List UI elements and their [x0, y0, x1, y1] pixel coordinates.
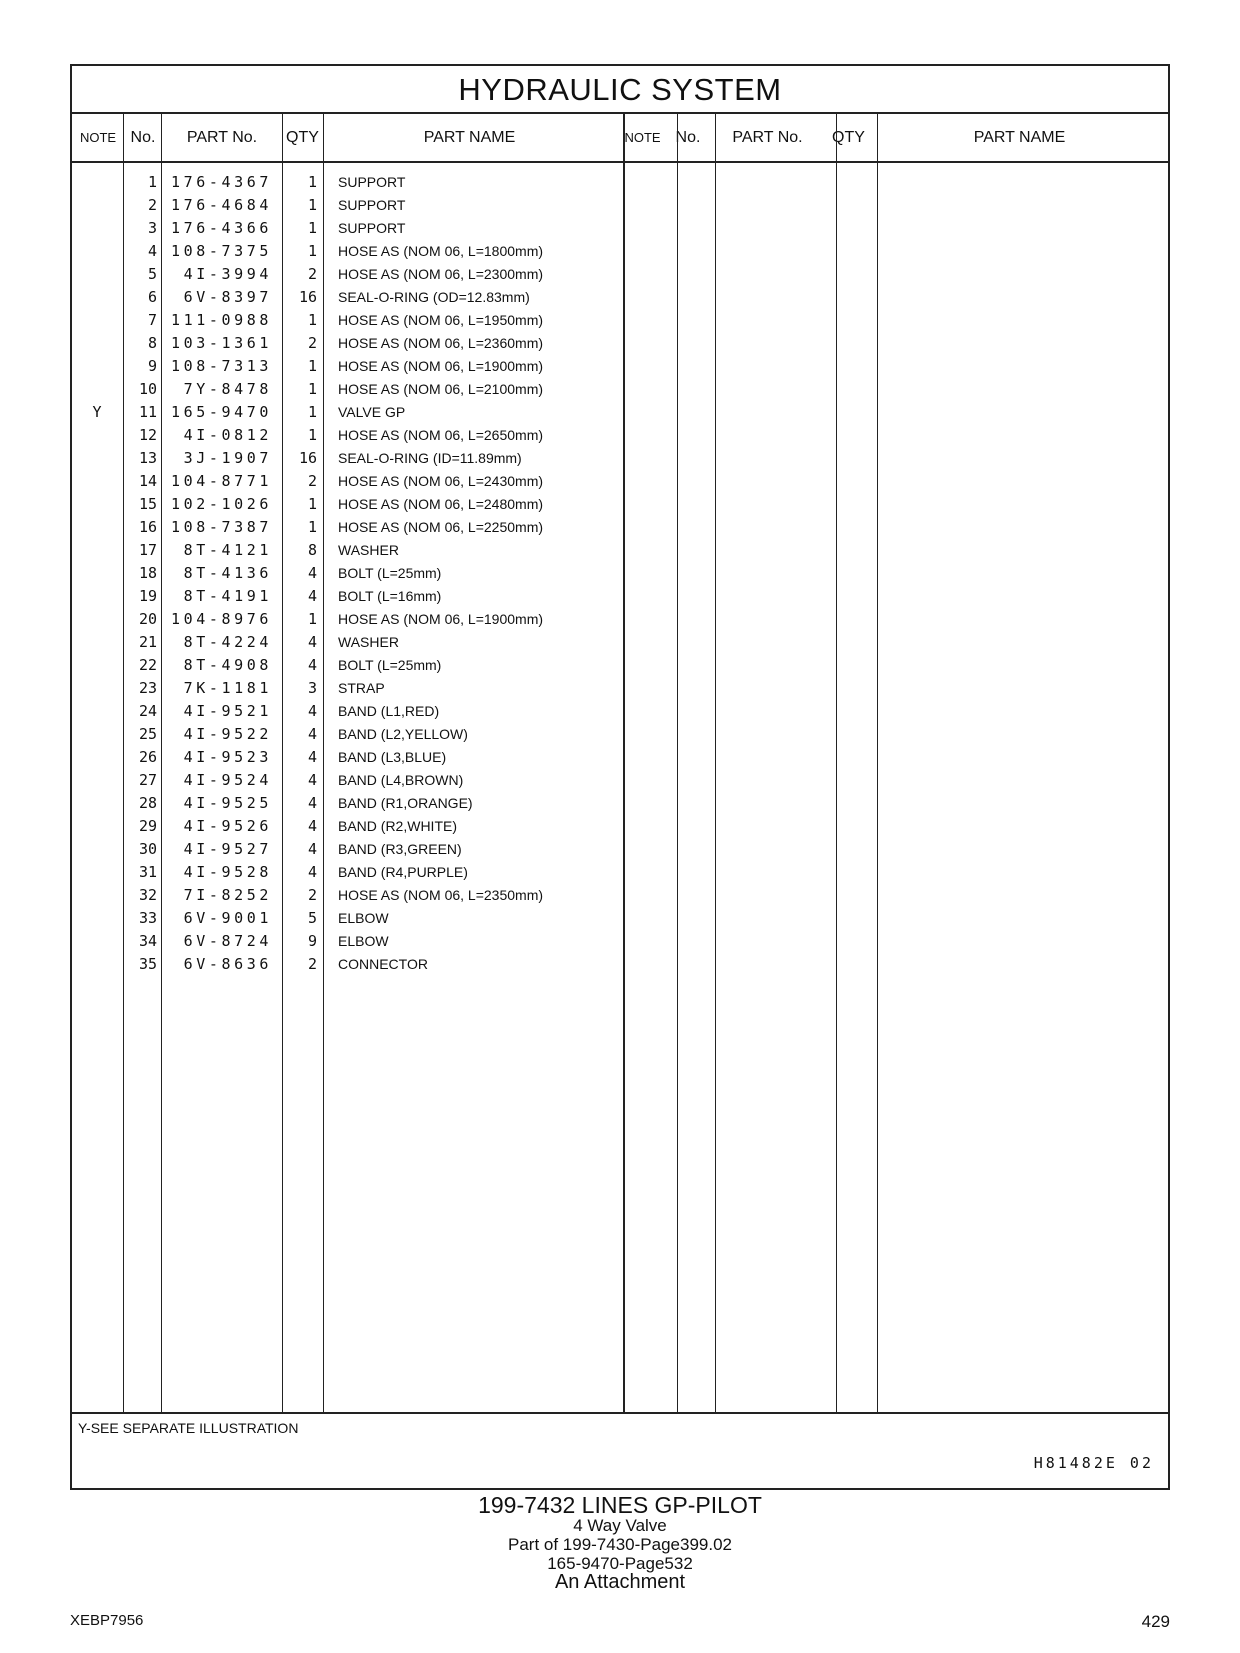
quantity-cell: 4	[307, 817, 317, 835]
header-note: NOTE	[79, 130, 117, 145]
table-row	[72, 792, 1168, 815]
part-number-cell: 111-0988	[170, 311, 272, 329]
item-number-cell: 3	[147, 219, 157, 237]
page-number: 429	[1141, 1612, 1170, 1631]
part-number-cell: 8T-4908	[183, 656, 272, 674]
part-number-cell: 102-1026	[170, 495, 272, 513]
item-number-cell: 12	[138, 426, 157, 444]
part-name-cell: HOSE AS (NOM 06, L=2300mm)	[338, 266, 544, 282]
item-number-cell: 30	[138, 840, 157, 858]
table-row	[72, 608, 1168, 631]
table-row	[72, 263, 1168, 286]
quantity-cell: 4	[307, 633, 317, 651]
quantity-cell: 4	[307, 748, 317, 766]
item-number-cell: 9	[147, 357, 157, 375]
item-number-cell: 29	[138, 817, 157, 835]
part-number-cell: 8T-4191	[183, 587, 272, 605]
table-row	[72, 907, 1168, 930]
item-number-cell: 24	[138, 702, 157, 720]
item-number-cell: 26	[138, 748, 157, 766]
part-name-cell: BAND (R1,ORANGE)	[338, 795, 473, 811]
part-number-cell: 6V-8724	[183, 932, 272, 950]
item-number-cell: 16	[138, 518, 157, 536]
item-number-cell: 25	[138, 725, 157, 743]
part-number-cell: 4I-9526	[183, 817, 272, 835]
table-row	[72, 171, 1168, 194]
table-row	[72, 539, 1168, 562]
item-number-cell: 7	[147, 311, 157, 329]
item-number-cell: 22	[138, 656, 157, 674]
item-number-cell: 33	[138, 909, 157, 927]
part-name-cell: BAND (R2,WHITE)	[338, 818, 457, 834]
quantity-cell: 2	[307, 334, 317, 352]
item-number-cell: 1	[147, 173, 157, 191]
item-number-cell: 4	[147, 242, 157, 260]
part-name-cell: ELBOW	[338, 933, 389, 949]
table-row	[72, 355, 1168, 378]
part-name-cell: SEAL-O-RING (ID=11.89mm)	[338, 450, 522, 466]
table-row	[72, 815, 1168, 838]
part-number-cell: 6V-8397	[183, 288, 272, 306]
table-row	[72, 585, 1168, 608]
table-row	[72, 217, 1168, 240]
part-name-cell: HOSE AS (NOM 06, L=2250mm)	[338, 519, 544, 535]
part-number-cell: 108-7375	[170, 242, 272, 260]
part-name-cell: HOSE AS (NOM 06, L=1900mm)	[338, 358, 544, 374]
part-name-cell: SEAL-O-RING (OD=12.83mm)	[338, 289, 530, 305]
caption-reference: 165-9470-Page532	[547, 1554, 693, 1573]
item-number-cell: 18	[138, 564, 157, 582]
part-name-cell: SUPPORT	[338, 220, 406, 236]
quantity-cell: 2	[307, 472, 317, 490]
table-bottom-rule	[72, 1412, 1168, 1414]
item-number-cell: 32	[138, 886, 157, 904]
part-number-cell: 7I-8252	[183, 886, 272, 904]
quantity-cell: 1	[307, 173, 317, 191]
header-no-right: No.	[675, 129, 701, 146]
quantity-cell: 2	[307, 886, 317, 904]
header-part-no: PART No.	[186, 129, 258, 146]
table-row	[72, 769, 1168, 792]
table-row	[72, 700, 1168, 723]
table-row	[72, 240, 1168, 263]
item-number-cell: 8	[147, 334, 157, 352]
quantity-cell: 4	[307, 725, 317, 743]
part-number-cell: 165-9470	[170, 403, 272, 421]
item-number-cell: 5	[147, 265, 157, 283]
part-name-cell: WASHER	[338, 542, 399, 558]
table-row	[72, 286, 1168, 309]
part-number-cell: 108-7387	[170, 518, 272, 536]
part-name-cell: HOSE AS (NOM 06, L=2100mm)	[338, 381, 544, 397]
item-number-cell: 27	[138, 771, 157, 789]
part-name-cell: BOLT (L=16mm)	[338, 588, 442, 604]
table-row	[72, 677, 1168, 700]
part-number-cell: 8T-4224	[183, 633, 272, 651]
caption-subtitle: 4 Way Valve	[573, 1516, 667, 1535]
part-name-cell: BOLT (L=25mm)	[338, 657, 442, 673]
part-name-cell: HOSE AS (NOM 06, L=2650mm)	[338, 427, 544, 443]
item-number-cell: 10	[138, 380, 157, 398]
part-number-cell: 4I-9525	[183, 794, 272, 812]
part-number-cell: 104-8771	[170, 472, 272, 490]
table-row	[72, 401, 1168, 424]
part-name-cell: BAND (L1,RED)	[338, 703, 440, 719]
quantity-cell: 4	[307, 771, 317, 789]
quantity-cell: 1	[307, 219, 317, 237]
part-number-cell: 8T-4121	[183, 541, 272, 559]
quantity-cell: 9	[307, 932, 317, 950]
part-name-cell: CONNECTOR	[338, 956, 428, 972]
quantity-cell: 4	[307, 656, 317, 674]
table-row	[72, 746, 1168, 769]
table-row	[72, 332, 1168, 355]
part-name-cell: HOSE AS (NOM 06, L=2360mm)	[338, 335, 544, 351]
caption-title: 199-7432 LINES GP-PILOT	[478, 1492, 762, 1518]
part-name-cell: HOSE AS (NOM 06, L=2480mm)	[338, 496, 544, 512]
part-name-cell: SUPPORT	[338, 197, 406, 213]
item-number-cell: 20	[138, 610, 157, 628]
header-no: No.	[130, 129, 156, 146]
quantity-cell: 1	[307, 403, 317, 421]
table-row	[72, 861, 1168, 884]
table-row	[72, 953, 1168, 976]
table-row	[72, 447, 1168, 470]
part-number-cell: 4I-9528	[183, 863, 272, 881]
part-number-cell: 4I-9521	[183, 702, 272, 720]
table-row	[72, 562, 1168, 585]
part-name-cell: BAND (R3,GREEN)	[338, 841, 462, 857]
quantity-cell: 4	[307, 794, 317, 812]
part-number-cell: 176-4366	[170, 219, 272, 237]
part-number-cell: 103-1361	[170, 334, 272, 352]
illustration-code: H81482E 02	[1033, 1454, 1154, 1472]
caption-note: An Attachment	[554, 1571, 686, 1593]
table-row	[72, 378, 1168, 401]
quantity-cell: 5	[307, 909, 317, 927]
item-number-cell: 31	[138, 863, 157, 881]
quantity-cell: 8	[307, 541, 317, 559]
quantity-cell: 4	[307, 587, 317, 605]
part-number-cell: 4I-9522	[183, 725, 272, 743]
item-number-cell: 13	[138, 449, 157, 467]
part-name-cell: HOSE AS (NOM 06, L=2350mm)	[338, 887, 544, 903]
part-number-cell: 6V-9001	[183, 909, 272, 927]
header-part-name: PART NAME	[423, 129, 516, 146]
part-number-cell: 4I-3994	[183, 265, 272, 283]
part-name-cell: SUPPORT	[338, 174, 406, 190]
quantity-cell: 1	[307, 311, 317, 329]
header-qty: QTY	[286, 129, 319, 146]
table-row	[72, 493, 1168, 516]
quantity-cell: 1	[307, 426, 317, 444]
part-name-cell: BAND (R4,PURPLE)	[338, 864, 468, 880]
caption-reference: Part of 199-7430-Page399.02	[507, 1535, 732, 1554]
item-number-cell: 28	[138, 794, 157, 812]
part-number-cell: 4I-9524	[183, 771, 272, 789]
part-name-cell: BAND (L4,BROWN)	[338, 772, 464, 788]
part-number-cell: 7Y-8478	[183, 380, 272, 398]
header-part-name-right: PART NAME	[973, 129, 1066, 146]
item-number-cell: 14	[138, 472, 157, 490]
part-number-cell: 7K-1181	[183, 679, 272, 697]
table-row	[72, 930, 1168, 953]
quantity-cell: 1	[307, 196, 317, 214]
table-row	[72, 470, 1168, 493]
item-number-cell: 6	[147, 288, 157, 306]
quantity-cell: 2	[307, 265, 317, 283]
part-name-cell: BOLT (L=25mm)	[338, 565, 442, 581]
table-row	[72, 631, 1168, 654]
part-number-cell: 3J-1907	[183, 449, 272, 467]
quantity-cell: 1	[307, 610, 317, 628]
quantity-cell: 1	[307, 242, 317, 260]
table-row	[72, 723, 1168, 746]
quantity-cell: 4	[307, 863, 317, 881]
part-name-cell: HOSE AS (NOM 06, L=2430mm)	[338, 473, 544, 489]
item-number-cell: 17	[138, 541, 157, 559]
quantity-cell: 4	[307, 702, 317, 720]
table-row	[72, 309, 1168, 332]
part-number-cell: 176-4684	[170, 196, 272, 214]
table-row	[72, 654, 1168, 677]
quantity-cell: 3	[307, 679, 317, 697]
part-name-cell: HOSE AS (NOM 06, L=1950mm)	[338, 312, 544, 328]
item-number-cell: 2	[147, 196, 157, 214]
quantity-cell: 16	[298, 449, 317, 467]
part-number-cell: 104-8976	[170, 610, 272, 628]
table-row	[72, 424, 1168, 447]
table-row	[72, 194, 1168, 217]
item-number-cell: 15	[138, 495, 157, 513]
quantity-cell: 1	[307, 495, 317, 513]
table-row	[72, 884, 1168, 907]
note-cell: Y	[92, 403, 102, 421]
part-name-cell: STRAP	[338, 680, 385, 696]
header-qty-right: QTY	[832, 129, 865, 146]
part-number-cell: 4I-0812	[183, 426, 272, 444]
item-number-cell: 23	[138, 679, 157, 697]
quantity-cell: 1	[307, 357, 317, 375]
part-name-cell: VALVE GP	[338, 404, 406, 420]
part-number-cell: 108-7313	[170, 357, 272, 375]
item-number-cell: 21	[138, 633, 157, 651]
quantity-cell: 16	[298, 288, 317, 306]
document-id: XEBP7956	[70, 1612, 144, 1629]
footnote: Y-SEE SEPARATE ILLUSTRATION	[78, 1420, 299, 1436]
part-name-cell: BAND (L3,BLUE)	[338, 749, 447, 765]
part-number-cell: 4I-9527	[183, 840, 272, 858]
quantity-cell: 1	[307, 380, 317, 398]
item-number-cell: 34	[138, 932, 157, 950]
part-number-cell: 8T-4136	[183, 564, 272, 582]
header-part-no-right: PART No.	[732, 129, 803, 146]
quantity-cell: 2	[307, 955, 317, 973]
header-divider	[72, 161, 1168, 163]
part-number-cell: 4I-9523	[183, 748, 272, 766]
part-name-cell: ELBOW	[338, 910, 389, 926]
part-name-cell: BAND (L2,YELLOW)	[338, 726, 468, 742]
quantity-cell: 1	[307, 518, 317, 536]
part-name-cell: HOSE AS (NOM 06, L=1800mm)	[338, 243, 544, 259]
item-number-cell: 11	[138, 403, 157, 421]
part-number-cell: 176-4367	[170, 173, 272, 191]
quantity-cell: 4	[307, 840, 317, 858]
item-number-cell: 35	[138, 955, 157, 973]
header-note-right: NOTE	[624, 130, 661, 145]
part-number-cell: 6V-8636	[183, 955, 272, 973]
item-number-cell: 19	[138, 587, 157, 605]
quantity-cell: 4	[307, 564, 317, 582]
part-name-cell: WASHER	[338, 634, 399, 650]
table-row	[72, 516, 1168, 539]
table-row	[72, 838, 1168, 861]
parts-list-frame	[70, 64, 1170, 1490]
part-name-cell: HOSE AS (NOM 06, L=1900mm)	[338, 611, 544, 627]
page-title: HYDRAULIC SYSTEM	[72, 66, 1168, 114]
